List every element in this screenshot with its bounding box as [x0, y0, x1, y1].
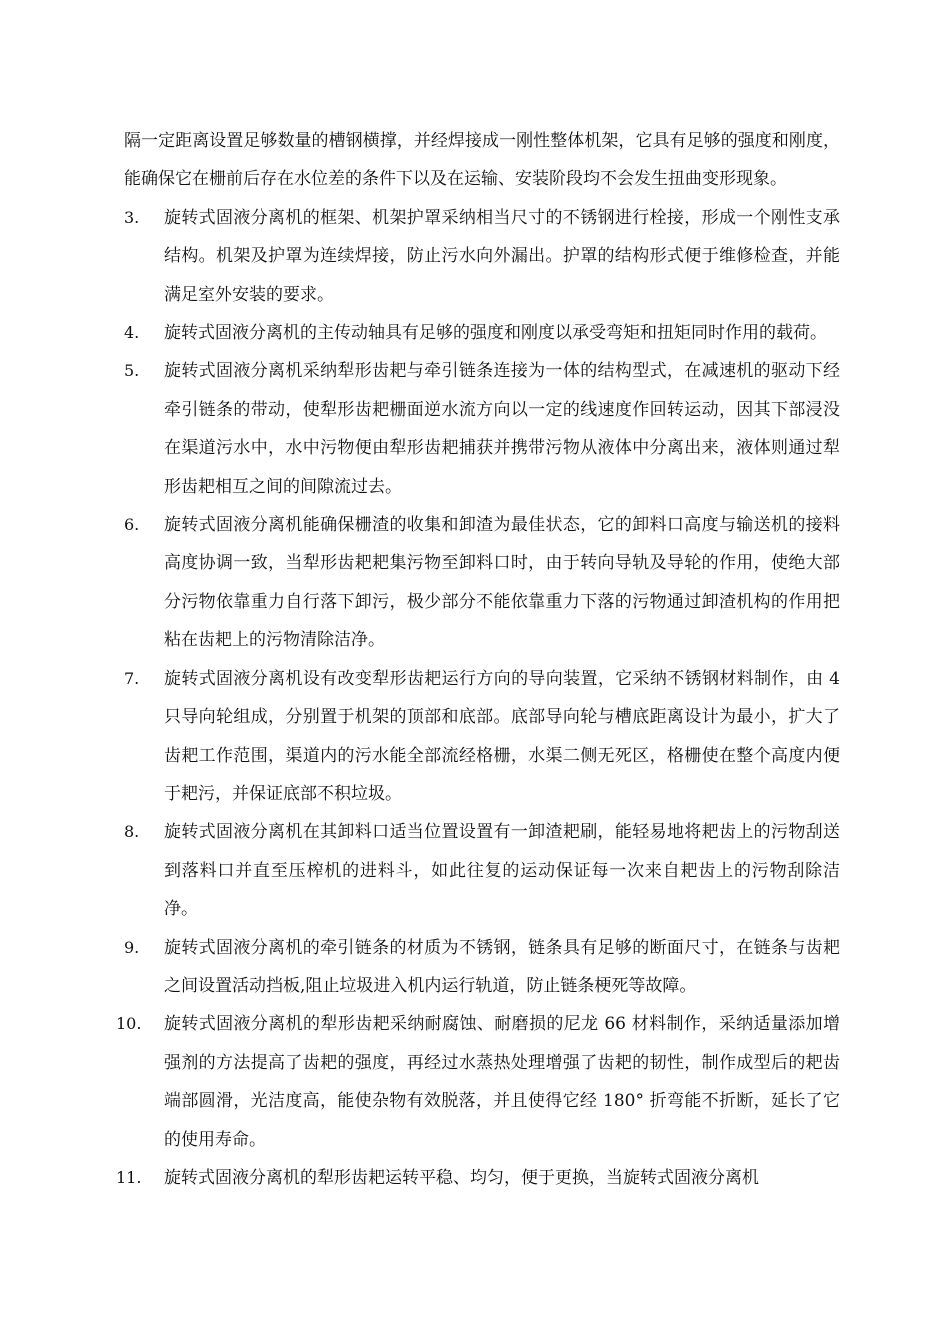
list-number: 10.: [116, 1014, 142, 1034]
list-item-3: [124, 199, 840, 314]
list-item-text: 旋转式固液分离机在其卸料口适当位置设置有一卸渣耙刷，能轻易地将耙齿上的污物刮送到落料口并直至压榨机的进料斗，如此往复的运动保证每一次来自耙齿上的污物刮除洁净。: [164, 822, 840, 920]
list-item-10: [116, 1005, 840, 1159]
list-item-text: 旋转式固液分离机设有改变犁形齿耙运行方向的导向装置，它采纳不锈钢材料制作，由 4 只导向轮组成，分别置于机架的顶部和底部。底部导向轮与槽底距离设计为最小，扩大了齿耙工作范围，渠道内的污水能全部流经格栅，水渠二侧无死区，格栅使在整个高度内便于耙污，并保证底部不积垃圾。: [164, 668, 840, 804]
list-item-9: [124, 929, 840, 1006]
list-number: 3.: [124, 207, 140, 227]
list-item-5: [124, 352, 840, 506]
list-item-text: 旋转式固液分离机的框架、机架护罩采纳相当尺寸的不锈钢进行栓接，形成一个刚性支承结构。机架及护罩为连续焊接，防止污水向外漏出。护罩的结构形式便于维修检查，并能满足室外安装的要求。: [164, 207, 840, 305]
list-number: 5.: [124, 361, 140, 381]
list-number: 8.: [124, 822, 140, 842]
list-item-text: 旋转式固液分离机采纳犁形齿耙与牵引链条连接为一体的结构型式，在减速机的驱动下经牵引链条的带动，使犁形齿耙栅面逆水流方向以一定的线速度作回转运动，因其下部浸没在渠道污水中，水中污物便由犁形齿耙捕获并携带污物从液体中分离出来，液体则通过犁形齿耙相互之间的间隙流过去。: [164, 361, 840, 497]
list-item-8: [124, 813, 840, 928]
list-item-4: [124, 314, 840, 352]
list-number: 11.: [116, 1167, 142, 1187]
list-item-6: [124, 506, 840, 660]
list-number: 4.: [124, 323, 140, 343]
list-item-11: [116, 1159, 840, 1197]
list-item-text: 旋转式固液分离机的犁形齿耙运转平稳、均匀，便于更换，当旋转式固液分离机: [164, 1167, 759, 1188]
numbered-list: [116, 199, 840, 1198]
list-number: 6.: [124, 515, 140, 535]
list-number: 7.: [124, 668, 140, 688]
list-item-text: 旋转式固液分离机能确保栅渣的收集和卸渣为最佳状态，它的卸料口高度与输送机的接料高度协调一致，当犁形齿耙耙集污物至卸料口时，由于转向导轨及导轮的作用，使绝大部分污物依靠重力自行落下卸污，极少部分不能依靠重力下落的污物通过卸渣机构的作用把粘在齿耙上的污物清除洁净。: [164, 515, 840, 651]
list-item-text: 旋转式固液分离机的主传动轴具有足够的强度和刚度以承受弯矩和扭矩同时作用的载荷。: [164, 323, 827, 344]
list-number: 9.: [124, 937, 140, 957]
continuation-paragraph: 隔一定距离设置足够数量的槽钢横撑，并经焊接成一刚性整体机架，它具有足够的强度和刚度，能确保它在栅前后存在水位差的条件下以及在运输、安装阶段均不会发生扭曲变形现象。: [124, 131, 840, 190]
list-item-text: 旋转式固液分离机的牵引链条的材质为不锈钢，链条具有足够的断面尺寸，在链条与齿耙之间设置活动挡板,阻止垃圾进入机内运行轨道，防止链条梗死等故障。: [164, 937, 840, 996]
list-item-text: 旋转式固液分离机的犁形齿耙采纳耐腐蚀、耐磨损的尼龙 66 材料制作，采纳适量添加增强剂的方法提高了齿耙的强度，再经过水蒸热处理增强了齿耙的韧性，制作成型后的耙齿端部圆滑，光洁度高，能使杂物有效脱落，并且使得它经 180° 折弯能不折断，延长了它的使用寿命。: [164, 1014, 840, 1150]
list-item-7: [124, 660, 840, 814]
